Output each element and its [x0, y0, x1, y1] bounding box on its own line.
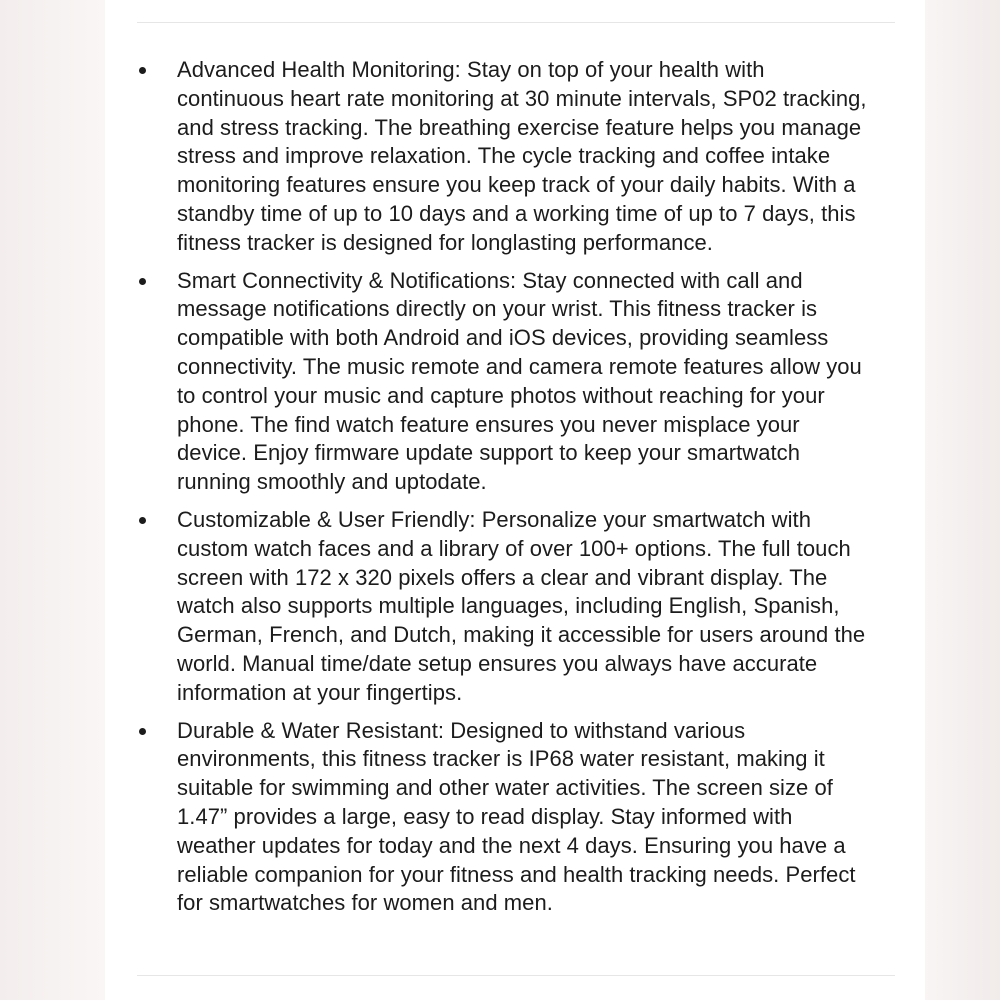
bullet-item-health-monitoring	[105, 56, 925, 258]
bullet-dot-icon	[139, 278, 146, 285]
bullet-item-water-resistant	[105, 717, 925, 919]
bullet-text: Durable & Water Resistant: Designed to withstand various environments, this fitness tracker is IP68 water resistant, making it suitable for swimming and other water activities. The screen size of 1.47” provides a large, easy to read display. Stay informed with weather updates for today and the next 4 days. Ensuring you have a reliable companion for your fitness and health tracking needs. Perfect for smartwatches for women and men.	[177, 717, 856, 916]
background-right-margin	[925, 0, 1000, 1000]
feature-bullet-list	[105, 56, 925, 927]
bullet-text: Advanced Health Monitoring: Stay on top of your health with continuous heart rate monitoring at 30 minute intervals, SP02 tracking, and stress tracking. The breathing exercise feature helps you manage stress and improve relaxation. The cycle tracking and coffee intake monitoring features ensure you keep track of your daily habits. With a standby time of up to 10 days and a working time of up to 7 days, this fitness tracker is designed for longlasting performance.	[177, 57, 867, 255]
bullet-text: Customizable & User Friendly: Personalize your smartwatch with custom watch faces and a library of over 100+ options. The full touch screen with 172 x 320 pixels offers a clear and vibrant display. The watch also supports multiple languages, including English, Spanish, German, French, and Dutch, making it accessible for users around the world. Manual time/date setup ensures you always have accurate information at your fingertips.	[177, 506, 866, 705]
document-page	[105, 0, 925, 1000]
background-left-margin	[0, 0, 105, 1000]
bullet-dot-icon	[139, 517, 146, 524]
bullet-dot-icon	[139, 728, 146, 735]
bullet-text: Smart Connectivity & Notifications: Stay connected with call and message notifications directly on your wrist. This fitness tracker is compatible with both Android and iOS devices, providing seamless connectivity. The music remote and camera remote features allow you to control your music and capture photos without reaching for your phone. The find watch feature ensures you never misplace your device. Enjoy firmware update support to keep your smartwatch running smoothly and uptodate.	[177, 267, 862, 495]
top-divider	[137, 22, 895, 23]
bullet-dot-icon	[139, 67, 146, 74]
bullet-item-connectivity	[105, 267, 925, 497]
bottom-divider	[137, 975, 895, 976]
bullet-item-customizable	[105, 506, 925, 708]
